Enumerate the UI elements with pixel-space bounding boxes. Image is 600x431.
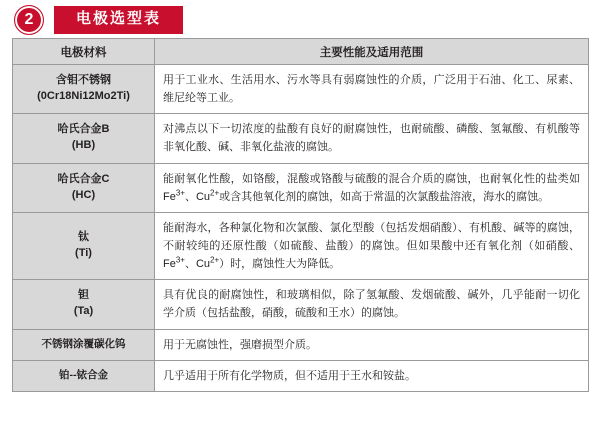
- cell-description: 对沸点以下一切浓度的盐酸有良好的耐腐蚀性，也耐硫酸、磷酸、氢氟酸、有机酸等非氧化酸、碱、非氧化盐液的腐蚀。: [155, 114, 589, 163]
- cell-description: 能耐氧化性酸，如铬酸，混酸或铬酸与硫酸的混合介质的腐蚀，也耐氧化性的盐类如$Fe^{3+}$、$Cu^{2+}$或含其他氧化剂的腐蚀，如高于常温的次氯酸盐溶液，海水的腐蚀。: [155, 163, 589, 212]
- material-name: 含钼不锈钢: [56, 74, 111, 87]
- cell-material: [13, 212, 155, 279]
- superscript-charge: 2+: [210, 188, 220, 198]
- table-header-row: [13, 39, 589, 65]
- material-name: 钽: [78, 289, 89, 302]
- material-name: 哈氏合金B: [57, 123, 110, 136]
- cell-material: [13, 280, 155, 329]
- material-code: (Ti): [75, 247, 92, 260]
- page-title: 电极选型表: [54, 6, 183, 34]
- cell-description: 具有优良的耐腐蚀性，和玻璃相似，除了氢氟酸、发烟硫酸、碱外，几乎能耐一切化学介质（包括盐酸，硝酸，硫酸和王水）的腐蚀。: [155, 280, 589, 329]
- section-number-badge: 2: [14, 5, 44, 35]
- cell-description: 几乎适用于所有化学物质，但不适用于王水和铵盐。: [155, 360, 589, 391]
- column-header-description: 主要性能及适用范围: [155, 39, 589, 65]
- table-row: [13, 163, 589, 212]
- cell-material: [13, 65, 155, 114]
- cell-description: 能耐海水，各种氯化物和次氯酸、氯化型酸（包括发烟硝酸）、有机酸、碱等的腐蚀，不耐较纯的还原性酸（如硫酸、盐酸）的腐蚀。但如果酸中还有氧化剂（如硝酸、$Fe^{3+}$、$Cu^{2+}$）时，腐蚀性大为降低。: [155, 212, 589, 279]
- superscript-charge: 3+: [175, 255, 185, 265]
- electrode-selection-table: [12, 38, 589, 392]
- table-row: [13, 280, 589, 329]
- table-row: [13, 65, 589, 114]
- cell-description: 用于无腐蚀性，强磨损型介质。: [155, 329, 589, 360]
- material-code: (Ta): [73, 305, 94, 318]
- cell-material: [13, 114, 155, 163]
- cell-material: 不锈钢涂覆碳化钨: [13, 329, 155, 360]
- material-code: (HB): [71, 139, 96, 152]
- table-container: [0, 38, 600, 392]
- material-name: 哈氏合金C: [57, 172, 110, 185]
- material-code: (HC): [71, 188, 96, 201]
- superscript-charge: 3+: [175, 188, 185, 198]
- superscript-charge: 2+: [210, 255, 220, 265]
- table-row: [13, 114, 589, 163]
- column-header-material: 电极材料: [13, 39, 155, 65]
- cell-material: 铂--铱合金: [13, 360, 155, 391]
- table-header: [13, 39, 589, 65]
- cell-material: [13, 163, 155, 212]
- table-row: [13, 212, 589, 279]
- cell-description: 用于工业水、生活用水、污水等具有弱腐蚀性的介质，广泛用于石油、化工、尿素、维尼纶等工业。: [155, 65, 589, 114]
- table-row: [13, 360, 589, 391]
- table-body: [13, 65, 589, 392]
- table-row: [13, 329, 589, 360]
- material-name: 钛: [78, 231, 89, 244]
- page-header: [0, 0, 600, 38]
- material-code: (0Cr18Ni12Mo2Ti): [37, 90, 130, 103]
